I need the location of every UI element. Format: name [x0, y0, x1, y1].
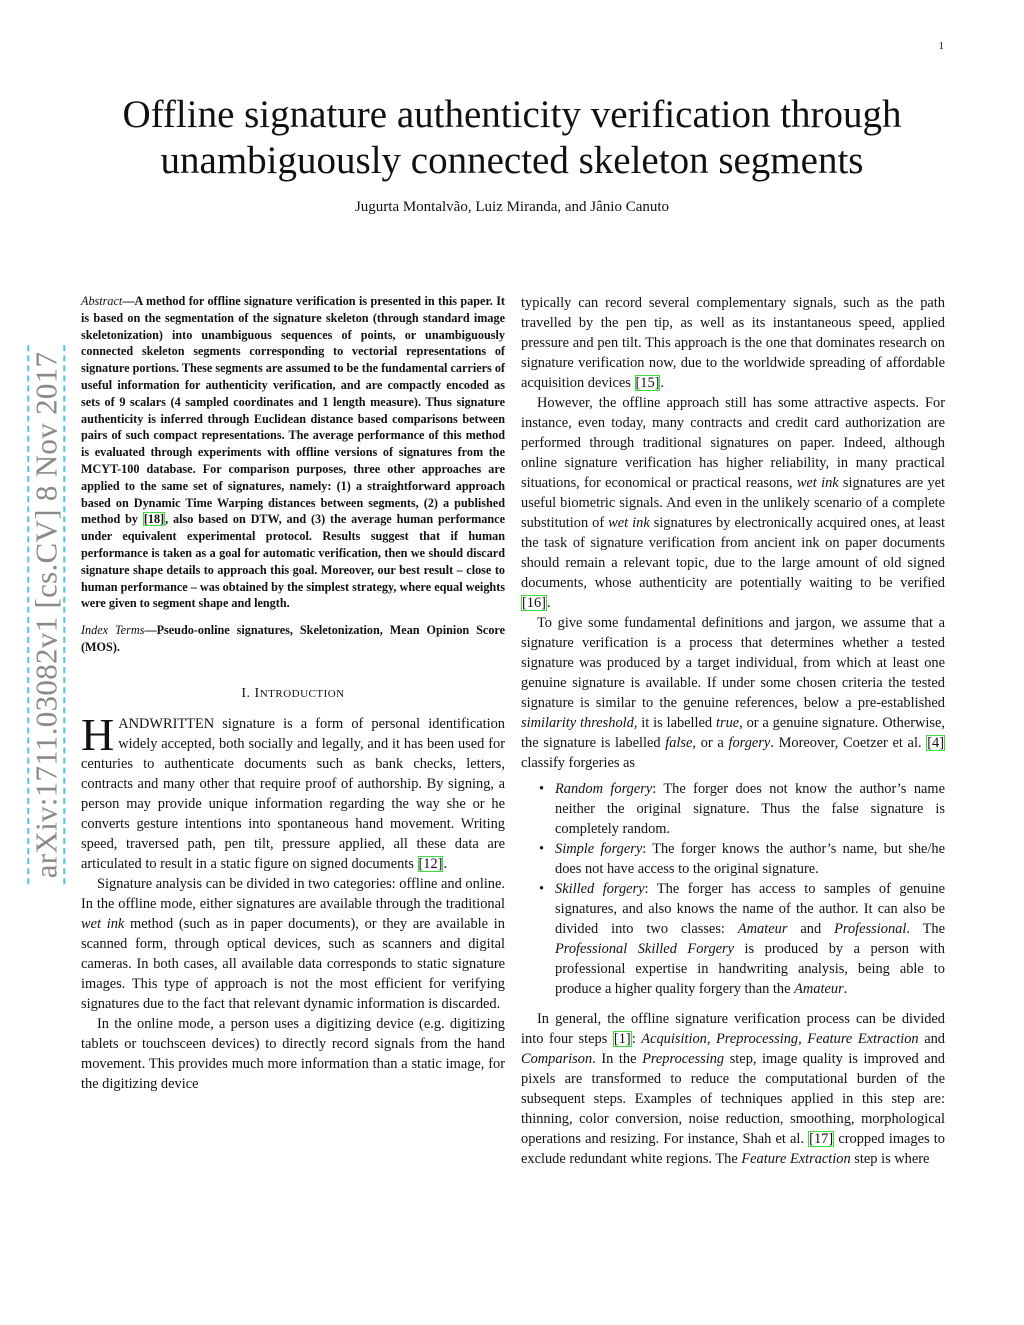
- title-block: [80, 92, 944, 216]
- text: signatures by electronically acquired ones, at least the task of signature verification from ancient ink on paper documents should remain a relevant topic, due to the large amount of old signed documents, whose authenticity are potentially waiting to be verified: [521, 515, 945, 591]
- text: . In the: [592, 1051, 643, 1067]
- citation-link[interactable]: [17]: [809, 1131, 834, 1147]
- left-column: [81, 293, 505, 1094]
- text: To give some fundamental definitions and jargon, we assume that a signature verification is a process that determines whether a tested signature was produced by a target individual, from which at least one genuine signature is available. If under some chosen criteria the tested signature is similar to the genuine references, below a pre-established: [521, 615, 945, 711]
- text: method (such as in paper documents), or they are available in scanned form, through optical devices, such as scanners and digital cameras. In both cases, all available data corresponds to static signature images. This type of approach is not the most efficient for verifying signatures due to the fact that relevant dynamic information is discarded.: [81, 915, 505, 1012]
- paragraph: [521, 293, 945, 393]
- section-first-letter: I: [254, 685, 260, 701]
- emphasis: Random forgery: [555, 781, 653, 797]
- paper-title: Offline signature authenticity verification through unambiguously connected skeleton segments: [122, 93, 902, 182]
- text: is produced by a person with professional expertise in handwriting analysis, being able to produce a higher quality forgery than the: [555, 941, 945, 997]
- intro-paragraph: [81, 874, 505, 1014]
- intro-paragraph: [81, 708, 505, 874]
- text: classify forgeries as: [521, 755, 636, 771]
- emphasis: Preprocessing: [642, 1051, 725, 1067]
- emphasis: wet ink: [608, 515, 650, 531]
- index-terms-body: —Pseudo-online signatures, Skeletonization, Mean Opinion Score (MOS).: [81, 623, 506, 654]
- text: and: [918, 1031, 946, 1047]
- emphasis: Feature Extraction: [807, 1031, 919, 1047]
- emphasis: Comparison: [521, 1051, 593, 1067]
- arxiv-stamp-text: arXiv:1711.03082v1 [cs.CV] 8 Nov 2017: [27, 346, 65, 885]
- citation-link[interactable]: [12]: [418, 855, 443, 872]
- index-terms-lead: Index Terms: [81, 623, 145, 638]
- forgery-list: [521, 779, 945, 999]
- text: , or a: [692, 735, 729, 751]
- emphasis: Skilled forgery: [555, 881, 645, 897]
- text: : The forger has access to samples of genuine signatures, and also knows the name of the author. It can also be divided into two classes:: [555, 881, 945, 937]
- text: step, image quality is improved and pixels are transformed to reduce the computational burden of the subsequent steps. Examples of techniques applied in this step are: thinning, color conversion, noise reduction, smoothing, morphological operations and resizing. For instance, Shah et al.: [521, 1051, 945, 1147]
- emphasis: similarity threshold: [521, 715, 634, 731]
- emphasis: wet ink: [796, 475, 839, 491]
- list-item: [521, 839, 945, 879]
- text: Signature analysis can be divided in two categories: offline and online. In the offline mode, either signatures are available through the traditional: [81, 875, 505, 912]
- index-terms: [81, 622, 505, 656]
- list-item: [521, 879, 945, 999]
- abstract: [81, 293, 505, 612]
- text: : The forger knows the author’s name, but she/he does not have access to the original signature.: [555, 841, 945, 877]
- text: and: [787, 921, 835, 937]
- page-number: 1: [938, 40, 944, 52]
- text: cropped images to exclude redundant white regions. The: [521, 1131, 945, 1167]
- emphasis: Professional Skilled Forgery: [555, 941, 735, 957]
- paragraph: [521, 1009, 945, 1169]
- text: typically can record several complementary signals, such as the path travelled by the pen tip, as well as its instantaneous speed, applied pressure and pen tilt. This approach is the one that dominates research on signature verification now, due to the worldwide spreading of affordable acquisition devices: [521, 295, 945, 391]
- text: , or a genuine signature. Otherwise, the signature is labelled: [521, 715, 945, 751]
- intro-paragraph: In the online mode, a person uses a digitizing device (e.g. digitizing tablets or touchsceen devices) to directly record signals from the hand movement. This provides much more information than a static image, for the digitizing device: [81, 1015, 505, 1092]
- emphasis: true: [715, 715, 740, 731]
- section-heading: [81, 684, 505, 704]
- list-item: [521, 779, 945, 839]
- text: ANDWRITTEN signature is a form of personal identification widely accepted, both socially and legally, and it has been used for centuries to authenticate documents such as bank checks, letters, contracts and many other that require proof of authorship. By signing, a person may provide unique information regarding the way she or he converts gesture intentions into spontaneous hand movement. Writing speed, traversed path, pen tilt, pressure applied, all these data are articulated to result in a static figure on signed documents: [81, 715, 505, 872]
- text: . The: [906, 921, 945, 937]
- paragraph: [521, 393, 945, 613]
- emphasis: Acquisition, Preprocessing: [641, 1031, 799, 1047]
- text: : The forger does not know the author’s name neither the original signature. Thus the false signature is completely random.: [555, 781, 945, 837]
- section-numeral: I.: [241, 685, 255, 701]
- emphasis: Amateur: [794, 981, 844, 997]
- text: ,: [798, 1031, 808, 1047]
- author-list: Jugurta Montalvão, Luiz Miranda, and Jânio Canuto: [354, 199, 670, 215]
- paragraph: [521, 613, 945, 773]
- emphasis: wet ink: [81, 915, 125, 932]
- dropcap: H: [81, 708, 115, 760]
- emphasis: Simple forgery: [555, 841, 643, 857]
- abstract-body: —A method for offline signature verification is presented in this paper. It is based on the segmentation of the signature skeleton (through standard image skeletonization) into unambiguous sequences of points, or unambiguously connected skeleton segments corresponding to vectorial representations of signature portions. These segments are assumed to be the fundamental carriers of useful information for authenticity verification, and are compactly encoded as sets of 9 scalars (4 sampled coordinates and 1 length measure). Thus signature authenticity is inferred through Euclidean distance based comparisons between pairs of such compact representations. The average performance of this method is evaluated through experiments with offline versions of signatures from the MCYT-100 database. For comparison purposes, three other approaches are applied to the same set of signatures, namely: (1) a straightforward approach based on Dynamic Time Warping distances between segments, (2) a published method by: [81, 294, 505, 527]
- text: signatures are yet useful biometric signals. And even in the unlikely scenario of a complete substitution of: [521, 475, 945, 531]
- text: step is where: [850, 1151, 930, 1167]
- text: .: [660, 375, 665, 391]
- citation-link[interactable]: [15]: [635, 375, 660, 391]
- text: However, the offline approach still has some attractive aspects. For instance, even today, many contracts and credit card authorization are performed through traditional signatures on paper. Indeed, although online signature verification has higher reliability, in many practical situations, for economical or practical reasons,: [521, 395, 945, 491]
- emphasis: forgery: [728, 735, 771, 751]
- text: :: [631, 1031, 642, 1047]
- abstract-tail: , also based on DTW, and (3) the average human performance under equivalent experimental protocol. Results suggest that if human performance is taken as a goal for automatic verification, then we should discard signature shape details to approach this goal. Moreover, our best result – close to human performance – was obtained by the simplest strategy, where equal weights were given to segment shape and length.: [81, 512, 505, 611]
- section-title-rest: NTRODUCTION: [259, 687, 345, 700]
- emphasis: Professional: [834, 921, 907, 937]
- citation-link[interactable]: [4]: [927, 735, 945, 751]
- emphasis: false: [665, 735, 693, 751]
- citation-link[interactable]: [16]: [522, 595, 546, 611]
- text: In general, the offline signature verification process can be divided into four steps: [521, 1011, 945, 1047]
- emphasis: Amateur: [737, 921, 788, 937]
- text: . Moreover, Coetzer et al.: [770, 735, 927, 751]
- text: , it is labelled: [633, 715, 716, 731]
- abstract-lead: Abstract: [81, 294, 123, 308]
- text: .: [443, 855, 448, 872]
- text: .: [843, 981, 848, 997]
- emphasis: Feature Extraction: [741, 1151, 851, 1167]
- right-column: [521, 293, 945, 1169]
- text: .: [546, 595, 551, 611]
- citation-link[interactable]: [18]: [143, 512, 165, 527]
- arxiv-stamp[interactable]: [30, 322, 62, 908]
- citation-link[interactable]: [1]: [613, 1031, 631, 1047]
